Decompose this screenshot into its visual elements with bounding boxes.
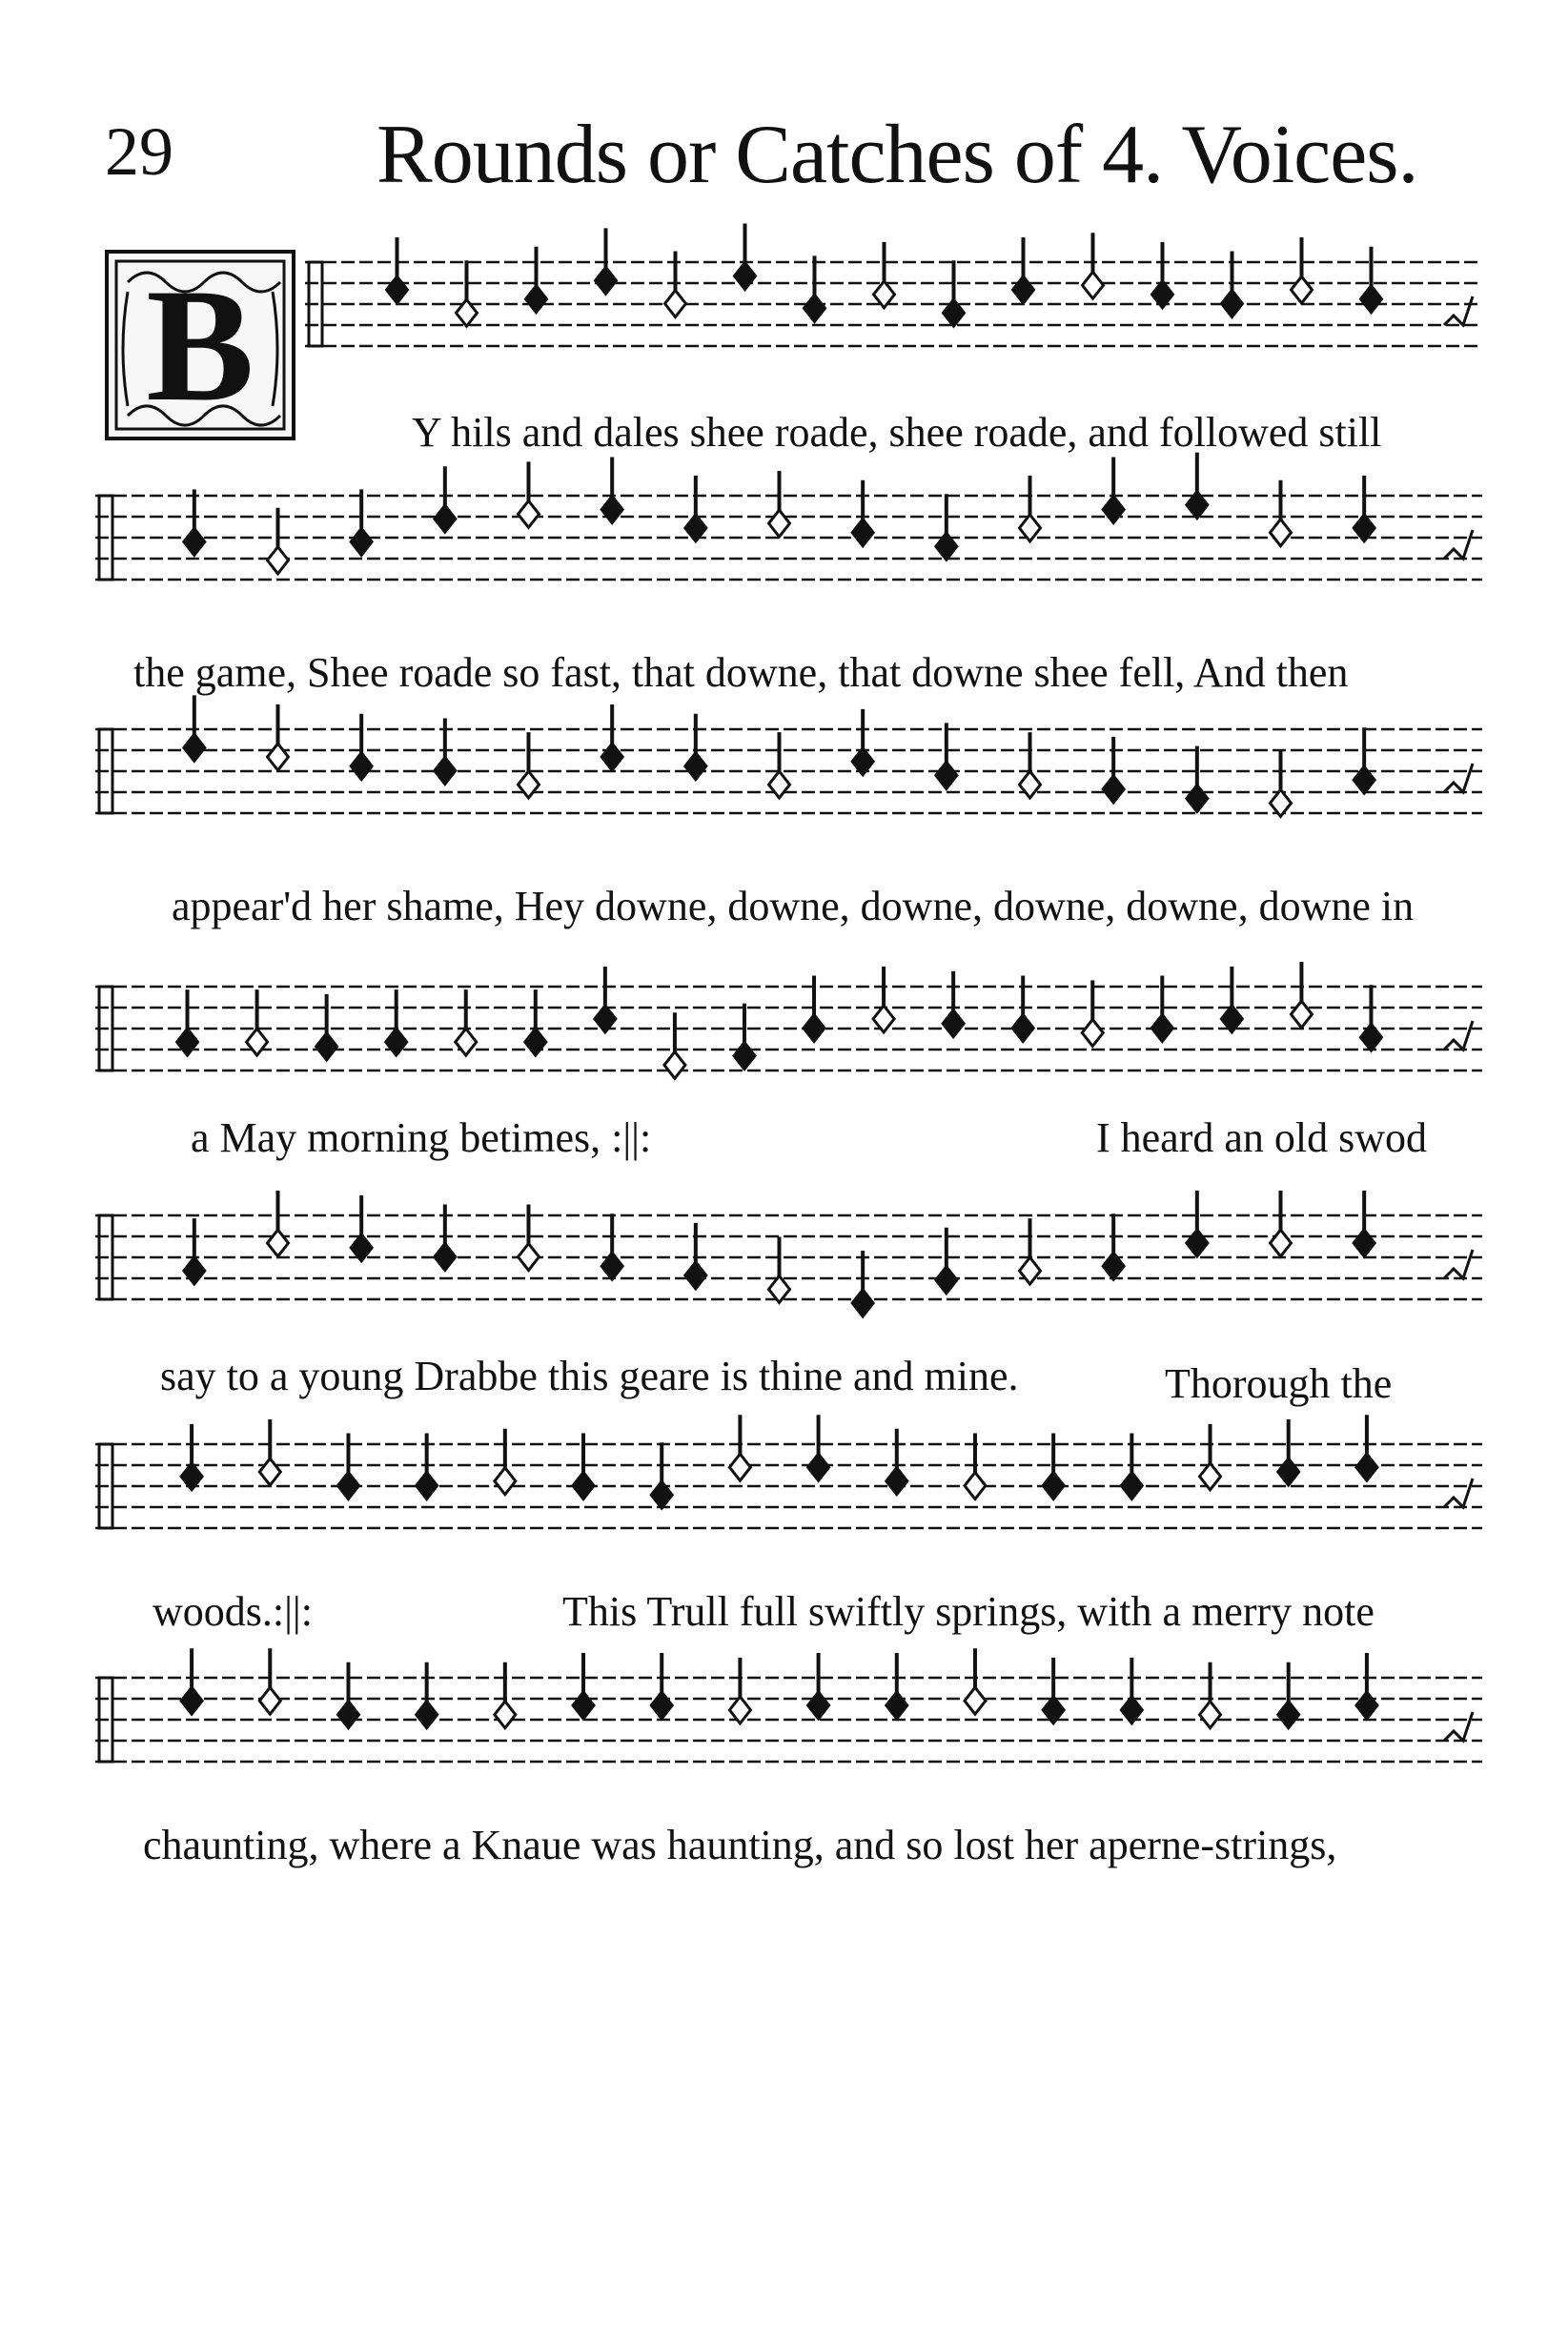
note-head <box>337 1702 358 1728</box>
note-head <box>519 771 540 798</box>
music-staff-5 <box>95 1196 1482 1339</box>
note-head <box>525 1029 546 1055</box>
note-head <box>1356 1454 1377 1480</box>
note-head <box>351 528 372 555</box>
note-head <box>573 1692 594 1719</box>
note-head <box>808 1692 829 1719</box>
note-head <box>1354 1230 1375 1256</box>
lyric-line: Thorough the <box>1165 1360 1393 1407</box>
lyric-line: say to a young Drabbe this geare is thine and mine. <box>160 1353 1019 1399</box>
note-head <box>387 276 408 303</box>
custos-mark <box>1444 764 1473 792</box>
note-head <box>936 1267 957 1294</box>
note-head <box>1043 1473 1064 1499</box>
lyric-line: appear'd her shame, Hey downe, downe, downe, downe, downe, downe in <box>172 883 1415 929</box>
note-head <box>852 1290 873 1316</box>
note-head <box>1152 281 1173 308</box>
music-staff-3 <box>95 710 1482 853</box>
note-head <box>337 1473 358 1499</box>
music-staff-7 <box>95 1659 1482 1802</box>
note-head <box>1121 1473 1142 1499</box>
music-staff-1 <box>95 243 1482 386</box>
note-head <box>181 1687 202 1714</box>
note-head <box>685 753 706 780</box>
note-head <box>965 1687 986 1714</box>
page-number: 29 <box>105 113 173 190</box>
note-head <box>852 520 873 546</box>
note-head <box>1020 771 1041 798</box>
note-head <box>268 547 289 574</box>
note-head <box>573 1473 594 1499</box>
initial-letter: B <box>146 255 255 435</box>
note-head <box>1291 1001 1312 1028</box>
note-head <box>184 734 205 761</box>
note-head <box>1200 1702 1221 1728</box>
note-head <box>1222 291 1243 317</box>
note-head <box>886 1692 907 1719</box>
note-head <box>417 1473 438 1499</box>
music-staff-4 <box>95 968 1482 1111</box>
note-head <box>685 1262 706 1289</box>
note-head <box>1292 276 1313 303</box>
note-head <box>526 286 547 313</box>
note-head <box>1278 1702 1299 1728</box>
note-head <box>804 1015 825 1042</box>
note-head <box>519 1244 540 1271</box>
lyric-line: the game, Shee roade so fast, that downe, that downe shee fell, And then <box>133 649 1349 696</box>
note-head <box>808 1454 829 1480</box>
note-head <box>1151 1015 1172 1042</box>
note-head <box>495 1702 516 1728</box>
note-head <box>1356 1692 1377 1719</box>
custos-mark <box>1444 1021 1473 1050</box>
note-head <box>601 497 622 523</box>
note-head <box>1103 497 1124 523</box>
lyric-line: I heard an old swod <box>1096 1114 1428 1161</box>
lyric-line: chaunting, where a Knaue was haunting, and so lost her aperne-strings, <box>143 1822 1337 1868</box>
note-head <box>386 1029 407 1055</box>
note-head <box>943 1010 964 1037</box>
note-head <box>664 1051 685 1078</box>
custos-mark <box>1444 1479 1473 1507</box>
note-head <box>259 1458 280 1485</box>
note-head <box>1278 1458 1299 1485</box>
note-head <box>268 1230 289 1256</box>
note-head <box>247 1029 268 1055</box>
note-head <box>1103 776 1124 803</box>
note-head <box>1012 1015 1033 1042</box>
note-head <box>596 267 617 294</box>
note-head <box>259 1687 280 1714</box>
note-head <box>734 1043 755 1070</box>
note-head <box>495 1468 516 1495</box>
note-head <box>729 1454 750 1480</box>
note-head <box>1013 276 1034 303</box>
note-head <box>316 1033 337 1060</box>
note-head <box>886 1468 907 1495</box>
custos-mark <box>1444 1250 1473 1278</box>
note-head <box>1020 1257 1041 1284</box>
note-head <box>268 744 289 770</box>
note-head <box>852 748 873 775</box>
lyric-line: This Trull full swiftly springs, with a merry note <box>562 1588 1375 1635</box>
note-head <box>456 1029 477 1055</box>
lyric-line: woods.:||: <box>153 1588 313 1635</box>
custos-mark <box>1444 296 1473 325</box>
note-head <box>769 771 790 798</box>
note-head <box>1187 785 1208 812</box>
note-head <box>1271 1230 1292 1256</box>
note-head <box>601 744 622 770</box>
note-head <box>435 1244 456 1271</box>
note-head <box>435 505 456 532</box>
note-head <box>519 500 540 527</box>
note-head <box>735 263 756 290</box>
custos-mark <box>1444 1712 1473 1741</box>
note-head <box>1083 272 1104 298</box>
note-head <box>351 753 372 780</box>
note-head <box>435 758 456 785</box>
note-head <box>1082 1019 1103 1046</box>
note-head <box>1271 520 1292 546</box>
note-head <box>1361 286 1382 313</box>
lyric-line: a May morning betimes, :||: <box>191 1114 652 1161</box>
note-head <box>965 1473 986 1499</box>
music-staff-2 <box>95 477 1482 620</box>
music-staff-6 <box>95 1425 1482 1568</box>
page-title: Rounds or Catches of 4. Voices. <box>377 109 1418 201</box>
note-head <box>769 510 790 537</box>
note-head <box>417 1702 438 1728</box>
note-head <box>177 1029 198 1055</box>
note-head <box>184 528 205 555</box>
lyric-line: Y hils and dales shee roade, shee roade, and followed still <box>412 409 1382 456</box>
note-head <box>1187 1230 1208 1256</box>
custos-mark <box>1444 530 1473 559</box>
note-head <box>651 1692 672 1719</box>
note-head <box>936 762 957 788</box>
note-head <box>184 1257 205 1284</box>
note-head <box>665 291 686 317</box>
note-head <box>804 295 825 321</box>
